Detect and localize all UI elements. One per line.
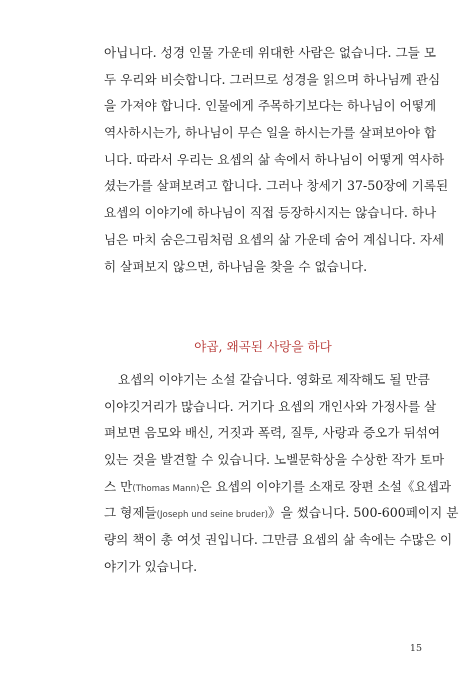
section-heading: 야곱, 왜곡된 사랑을 하다: [194, 339, 332, 354]
paragraph-line: 야기가 있습니다.: [104, 558, 198, 574]
paragraph-line: 두 우리와 비슷합니다. 그러므로 성경을 읽으며 하나님께 관심: [104, 71, 441, 87]
paragraph-line: 아닙니다. 성경 인물 가운데 위대한 사람은 없습니다. 그들 모: [104, 45, 437, 60]
paragraph-line: 역사하시는가, 하나님이 무슨 일을 하시는가를 살펴보아야 합: [104, 125, 437, 141]
paragraph-line: 님은 마치 숨은그림처럼 요셉의 삶 가운데 숨어 계십니다. 자세: [104, 231, 445, 247]
paragraph-line: 니다. 따라서 우리는 요셉의 삶 속에서 하나님이 어떻게 역사하: [104, 151, 445, 167]
page-number: 15: [409, 643, 422, 654]
paragraph-line: 셨는가를 살펴보려고 합니다. 그러나 창세기 37-50장에 기록된: [104, 178, 449, 194]
english-title-annotation: (Joseph und seine bruder): [156, 510, 268, 521]
paragraph-line: 있는 것을 발견할 수 있습니다. 노벨문학상을 수상한 작가 토마: [104, 452, 445, 468]
paragraph-line: 을 가져야 합니다. 인물에게 주목하기보다는 하나님이 어떻게: [104, 98, 437, 114]
paragraph-2: [104, 367, 459, 581]
paragraph-line: 히 살펴보지 않으면, 하나님을 찾을 수 없습니다.: [104, 258, 368, 274]
line-text: 그 형제들: [104, 505, 157, 521]
paragraph-line: 이야깃거리가 많습니다. 거기다 요셉의 개인사와 가정사를 살: [104, 398, 437, 414]
english-name-annotation: (Thomas Mann): [132, 483, 200, 494]
paragraph-line: [104, 474, 452, 501]
paragraph-line: [104, 500, 459, 527]
line-text: 스 만: [104, 478, 133, 494]
line-text: 은 요셉의 이야기를 소재로 장편 소설《요셉과: [199, 478, 452, 494]
paragraph-line: 펴보면 음모와 배신, 거짓과 폭력, 질투, 사랑과 증오가 뒤섞여: [104, 425, 441, 441]
paragraph-line: 요셉의 이야기는 소설 같습니다. 영화로 제작해도 될 만큼: [118, 372, 430, 387]
paragraph-line: 량의 책이 총 여섯 권입니다. 그만큼 요셉의 삶 속에는 수많은 이: [104, 532, 453, 548]
line-text: 》을 썼습니다. 500-600페이지 분: [267, 505, 459, 521]
paragraph-line: 요셉의 이야기에 하나님이 직접 등장하시지는 않습니다. 하나: [104, 205, 437, 221]
paragraph-1: [104, 40, 449, 280]
